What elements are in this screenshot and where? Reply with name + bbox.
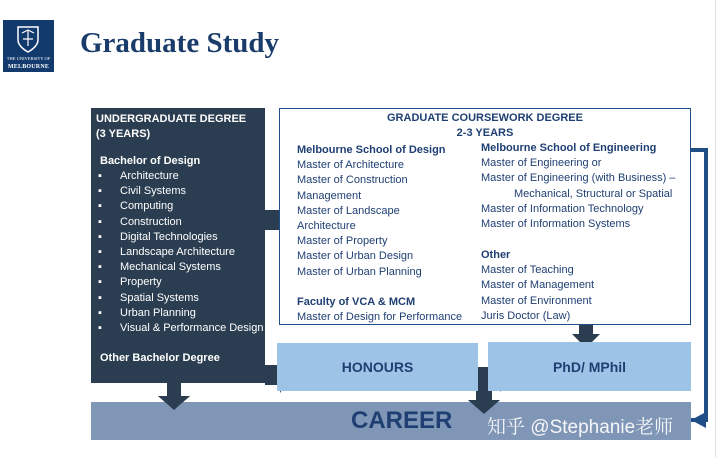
graduate-duration: 2-3 YEARS (456, 127, 514, 139)
list-item: ▪ Mechanical Systems (98, 260, 263, 275)
graduate-heading: GRADUATE COURSEWORK DEGREE (387, 112, 583, 124)
watermark: 知乎 @Stephanie老师 (487, 417, 674, 438)
phd-label: PhD/ MPhil (552, 358, 627, 375)
list-item: ▪ Civil Systems (98, 184, 263, 199)
list-item: Management (297, 189, 362, 202)
list-item: Master of Information Technology (481, 202, 644, 215)
arrow-ug-to-career-head (158, 396, 190, 410)
list-item: ▪ Spatial Systems (98, 291, 263, 306)
honours-label: HONOURS (341, 359, 414, 375)
list-item: Master of Architecture (297, 159, 404, 172)
list-item: ▪ Construction (98, 215, 263, 230)
list-item: ▪ Architecture (98, 169, 263, 184)
list-item: Master of Information Systems (481, 218, 631, 231)
list-item: ▪ Property (98, 275, 263, 290)
other-heading: Other (481, 249, 511, 261)
list-item: Master of Teaching (481, 264, 574, 277)
career-label: CAREER (351, 407, 453, 434)
list-item: ▪ Digital Technologies (98, 230, 263, 245)
engineering-school-name: Melbourne School of Engineering (481, 142, 657, 154)
list-item: Master of Urban Design (297, 250, 414, 263)
list-item: Master of Property (297, 235, 388, 248)
list-item: ▪ Visual & Performance Design (98, 321, 263, 336)
logo-line-2: MELBOURNE (7, 64, 50, 70)
list-item: Master of Engineering (with Business) – (481, 172, 676, 185)
page-title: Graduate Study (80, 27, 280, 59)
list-item: Juris Doctor (Law) (481, 309, 571, 322)
list-item: Master of Environment (481, 294, 592, 307)
list-item: Master of Management (481, 279, 595, 292)
list-item: Master of Landscape (297, 204, 400, 217)
list-item: Master of Urban Planning (297, 265, 422, 278)
list-item: Master of Construction (297, 174, 408, 187)
list-item: Master of Engineering or (481, 157, 602, 170)
bachelor-of-design: Bachelor of Design (100, 155, 201, 167)
design-school-name: Melbourne School of Design (297, 144, 446, 156)
other-bachelor-degree: Other Bachelor Degree (100, 352, 220, 364)
list-item: Architecture (297, 220, 356, 233)
list-item: ▪ Urban Planning (98, 306, 263, 321)
list-item: Master of Design for Performance (297, 311, 463, 324)
undergraduate-heading: UNDERGRADUATE DEGREE (3 YEARS) (96, 113, 247, 140)
list-item: ▪ Landscape Architecture (98, 245, 263, 260)
arrow-graduate-to-career-head (691, 412, 706, 428)
vca-name: Faculty of VCA & MCM (297, 296, 416, 308)
list-item: Mechanical, Structural or Spatial (514, 187, 673, 200)
list-item: ▪ Computing (98, 199, 263, 214)
logo-line-1: THE UNIVERSITY OF (6, 56, 51, 61)
